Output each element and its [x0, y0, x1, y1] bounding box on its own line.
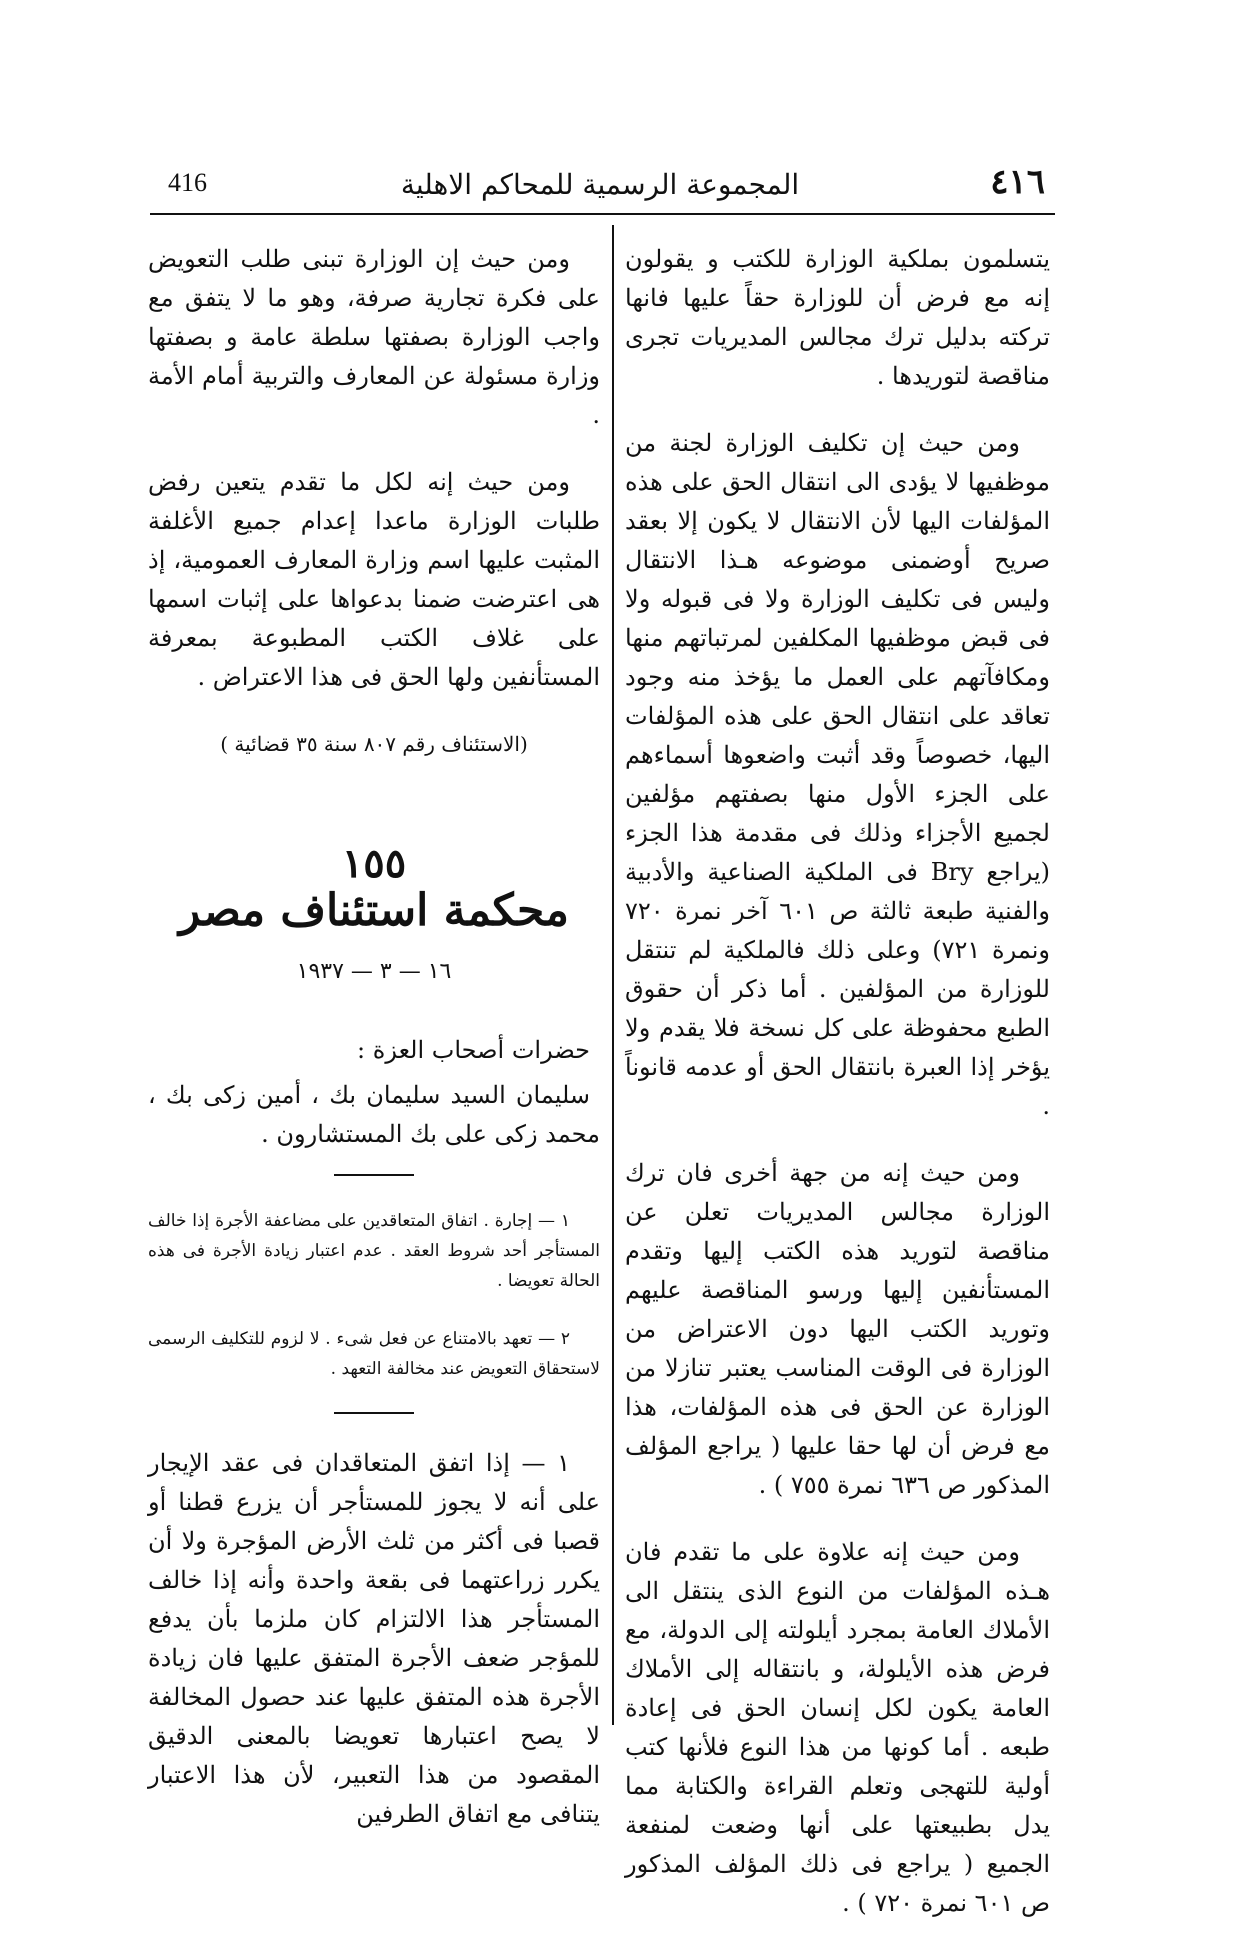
page-number-latin: 416	[168, 168, 207, 197]
court-name: محكمة استئناف مصر	[179, 885, 569, 936]
principle-paragraph: ١ — إذا اتفق المتعاقدان فى عقد الإيجار على أنه لا يجوز للمستأجر أن يزرع قطنا أو قصبا فى أكثر من ثلث الأرض المؤجرة ولا أن يكرر زراعتهما فى بقعة واحدة وأنه إذا خالف المستأجر هذا الالتزام كان ملزما بأن يدفع للمؤجر ضعف الأجرة المتفق عليها فان زيادة الأجرة هذه المتفق عليها عند حصول المخالفة لا يصح اعتبارها تعويضا بالمعنى الدقيق المقصود من هذا التعبير، لأن هذا الاعتبار يتنافى مع اتفاق الطرفين	[148, 1449, 600, 1828]
paragraph: ومن حيث إن تكليف الوزارة لجنة من موظفيها لا يؤدى الى انتقال الحق على هذه المؤلفات اليها لأن الانتقال لا يكون إلا بعقد صريح أوضمنى موضوعه هـذا الانتقال وليس فى تكليف الوزارة ولا فى قبوله ولا فى قبض موظفيها المكلفين لمرتباتهم منها ومكافآتهم على العمل ما يؤخذ منه وجود تعاقد على انتقال الحق على هذه المؤلفات اليها، خصوصاً وقد أثبت واضعوها أسماءهم على الجزء الأول منها بصفتهم مؤلفين لجميع الأجزاء وذلك فى مقدمة هذا الجزء (يراجع Bry فى الملكية الصناعية والأدبية والفنية طبعة ثالثة ص ٦٠١ آخر نمرة ٧٢٠ ونمرة ٧٢١) وعلى ذلك فالملكية لم تنتقل للوزارة من المؤلفين . أما ذكر أن حقوق الطبع محفوظة على كل نسخة فلا يقدم ولا يؤخر إذا العبرة بانتقال الحق أو عدمه قانوناً .	[625, 429, 1051, 1120]
paragraph: ومن حيث إنه لكل ما تقدم يتعين رفض طلبات الوزارة ماعدا إعدام جميع الأغلفة المثبت عليها اسم وزارة المعارف العمومية، إذ هى اعترضت ضمنا بدعواها على إثبات اسمها على غلاف الكتب المطبوعة بمعرفة المستأنفين ولها الحق فى هذا الاعتراض .	[148, 468, 600, 691]
paragraph: ومن حيث إنه علاوة على ما تقدم فان هـذه المؤلفات من النوع الذى ينتقل الى الأملاك العامة بمجرد أيلولته إلى الدولة، مع فرض هذه الأيلولة، و بانتقاله إلى الأملاك العامة يكون لكل إنسان الحق فى إعادة طبعه . أما كونها من هذا النوع فلأنها كتب أولية للتهجى وتعلم القراءة والكتابة مما يدل بطبيعتها على أنها وضعت لمنفعة الجميع ( يراجع فى ذلك المؤلف المذكور ص ٦٠١ نمرة ٧٢٠ ) .	[625, 1538, 1050, 1917]
paragraph: ومن حيث إن الوزارة تبنى طلب التعويض على فكرة تجارية صرفة، وهو ما لا يتفق مع واجب الوزارة بصفتها سلطة عامة و بصفتها وزارة مسئولة عن المعارف والتربية أمام الأمة .	[148, 245, 600, 429]
judgment-date: ١٦ — ٣ — ١٩٣٧	[296, 959, 452, 984]
section-rule	[334, 1412, 414, 1414]
section-rule	[334, 1174, 414, 1176]
column-divider	[612, 225, 614, 1615]
right-column	[625, 240, 1050, 1951]
paragraph: يتسلمون بملكية الوزارة للكتب و يقولون إنه مع فرض أن للوزارة حقاً عليها فانها تركته بدليل ترك مجالس المديريات تجرى مناقصة لتوريدها .	[625, 245, 1050, 390]
case-number: ١٥٥	[341, 840, 407, 887]
column-divider-lower	[612, 1615, 614, 1725]
page-header	[150, 160, 1050, 210]
running-title: المجموعة الرسمية للمحاكم الاهلية	[400, 168, 800, 201]
header-rule	[150, 213, 1055, 215]
summary-item: ١ — إجارة . اتفاق المتعاقدين على مضاعفة الأجرة إذا خالف المستأجر أحد شروط العقد . عدم اعتبار زيادة الأجرة فى هذه الحالة تعويضا .	[148, 1211, 600, 1291]
judges-heading: حضرات أصحاب العزة :	[357, 1036, 590, 1064]
paragraph: ومن حيث إنه من جهة أخرى فان ترك الوزارة مجالس المديريات تعلن عن مناقصة لتوريد هذه الكتب إليها وتقدم المستأنفين إليها ورسو المناقصة عليهم وتوريد الكتب اليها دون الاعتراض من الوزارة فى الوقت المناسب يعتبر تنازلا من الوزارة عن الحق فى هذه المؤلفات، هذا مع فرض أن لها حقا عليها ( يراجع المؤلف المذكور ص ٦٣٦ نمرة ٧٥٥ ) .	[625, 1159, 1050, 1499]
case-citation: (الاستئناف رقم ٨٠٧ سنة ٣٥ قضائية )	[220, 732, 528, 756]
left-column	[148, 240, 600, 1862]
judges-list: سليمان السيد سليمان بك ، أمين زكى بك ، محمد زكى على بك المستشارون .	[148, 1081, 600, 1148]
summary-item: ٢ — تعهد بالامتناع عن فعل شىء . لا لزوم للتكليف الرسمى لاستحقاق التعويض عند مخالفة التعهد .	[148, 1329, 600, 1379]
page-number-arabic: ٤١٦	[990, 162, 1045, 202]
